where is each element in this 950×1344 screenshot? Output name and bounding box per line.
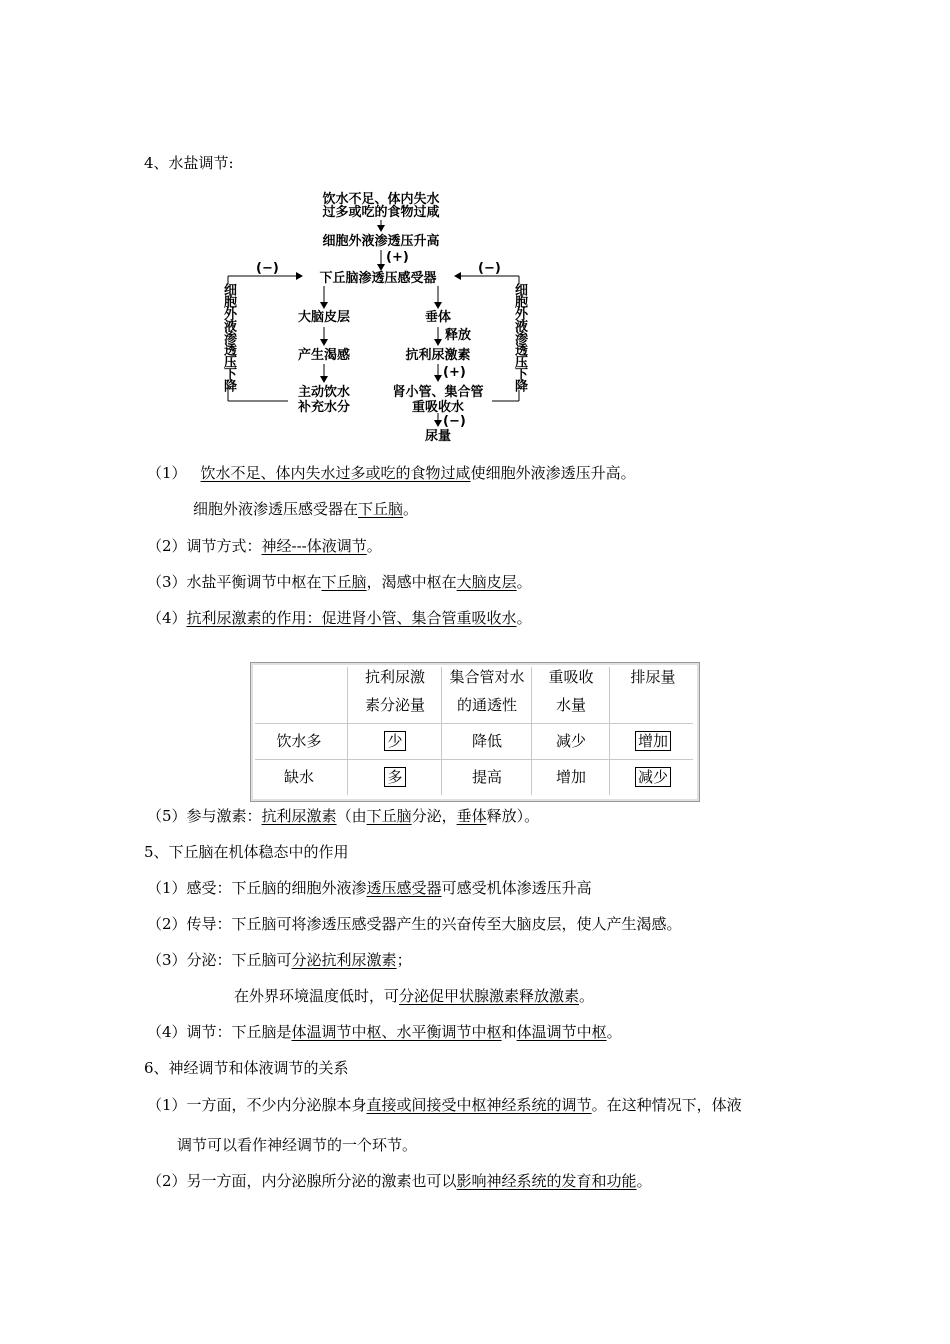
s4-p3-text: （3）水盐平衡调节中枢在 <box>147 573 322 591</box>
table-header-1-line-1: 抗利尿激 <box>364 668 425 686</box>
section-5-heading: 5、下丘脑在机体稳态中的作用 <box>144 843 349 861</box>
s5-paragraph-2: （2）传导：下丘脑可将渗透压感受器产生的兴奋传至大脑皮层，使人产生渴感。 <box>147 915 682 933</box>
s4-p5-underlined-3: 垂体 <box>456 807 487 825</box>
s4-p4-end: 。 <box>516 609 532 627</box>
diagram-top-line2: 过多或吃的食物过咸 <box>322 205 440 220</box>
s5-p4-text: （4）调节：下丘脑是 <box>147 1023 292 1041</box>
table-header-2-line-1: 集合管对水 <box>449 668 525 686</box>
table-row-2-c4 <box>610 763 696 791</box>
diagram-urine-volume: 尿量 <box>424 429 452 444</box>
s4-p2-end: 。 <box>366 537 382 555</box>
s5-p1-end: 可感受机体渗透压升高 <box>441 879 592 897</box>
table-header-2-line-2: 的通透性 <box>456 696 517 714</box>
diagram-tubule-line1: 肾小管、集合管 <box>392 385 484 400</box>
diagram-left-feedback: 细胞外液渗透压下降 <box>221 283 236 391</box>
s4-paragraph-1 <box>147 462 636 483</box>
table-row-1-label: 饮水多 <box>276 732 322 750</box>
table-header-2 <box>442 663 532 719</box>
table-header-3-line-2: 水量 <box>555 696 586 714</box>
table-row-1-c4 <box>610 727 696 755</box>
diagram-minus-right: (−) <box>478 261 501 276</box>
diagram-tubule-line2: 重吸收水 <box>411 400 465 415</box>
table-header-3-line-1: 重吸收 <box>548 668 594 686</box>
table-header-4 <box>610 663 696 691</box>
table-row-1-c3: 减少 <box>555 732 586 750</box>
s5-p1-underlined: 透压感受器 <box>366 879 442 897</box>
diagram-thirst: 产生渴感 <box>297 348 351 363</box>
s4-p5-mid-1: （由 <box>336 807 367 825</box>
s4-p5-underlined-1: 抗利尿激素 <box>261 807 337 825</box>
table-row-1-c2: 降低 <box>471 732 502 750</box>
s5-p3b-text: 在外界环境温度低时，可 <box>234 987 400 1005</box>
diagram-osmotic-rise: 细胞外液渗透压升高 <box>322 234 440 249</box>
table-row-2-c1-value: 多 <box>384 767 405 787</box>
section-6-heading: 6、神经调节和体液调节的关系 <box>144 1059 349 1077</box>
s5-p3-underlined: 分泌抗利尿激素 <box>291 951 397 969</box>
s6-paragraph-2 <box>147 1170 652 1191</box>
s4-p5-mid-2: 分泌， <box>411 807 457 825</box>
diagram-top-line1: 饮水不足、体内失水 <box>322 192 440 207</box>
s4-p3-mid: ，渴感中枢在 <box>366 573 457 591</box>
table-header-4-line-1: 排尿量 <box>630 668 676 686</box>
table-header-1 <box>349 663 441 719</box>
s4-p2-text: （2）调节方式： <box>147 537 262 555</box>
s4-p1b-text: 细胞外液渗透压感受器在 <box>193 500 359 518</box>
table-row-1-c1-value: 少 <box>384 731 405 751</box>
diagram-drink-line1: 主动饮水 <box>297 385 351 400</box>
s5-paragraph-3b <box>234 985 594 1006</box>
s5-p4-underlined-2: 体温调节中枢 <box>516 1023 607 1041</box>
table-row-2-c1 <box>349 763 441 791</box>
s5-p3b-end: 。 <box>579 987 595 1005</box>
s4-p1-rest: 使细胞外液渗透压升高。 <box>470 464 636 482</box>
s6-p1-end: 。在这种情况下，体液 <box>591 1096 742 1114</box>
s4-paragraph-2 <box>147 535 382 556</box>
s4-paragraph-3 <box>147 571 532 592</box>
diagram-minus-3: (−) <box>443 414 466 429</box>
s4-p3-underlined-2: 大脑皮层 <box>456 573 517 591</box>
s6-paragraph-1b: 调节可以看作神经调节的一个环节。 <box>177 1136 418 1154</box>
s4-p1-num: （1） <box>147 464 187 482</box>
s4-p3-end: 。 <box>516 573 532 591</box>
adh-comparison-table <box>250 662 700 802</box>
table-header-3 <box>532 663 610 719</box>
diagram-adh: 抗利尿激素 <box>405 348 471 363</box>
s5-p4-end: 。 <box>606 1023 622 1041</box>
diagram-cerebral-cortex: 大脑皮层 <box>297 310 351 325</box>
diagram-pituitary: 垂体 <box>424 310 452 325</box>
s4-p5-text: （5）参与激素： <box>147 807 262 825</box>
table-header-1-line-2: 素分泌量 <box>364 696 425 714</box>
s4-p1-underlined: 饮水不足、体内失水过多或吃的食物过咸 <box>200 464 471 482</box>
s5-paragraph-1 <box>147 877 592 898</box>
s4-p5-underlined-2: 下丘脑 <box>366 807 412 825</box>
diagram-right-feedback: 细胞外液渗透压下降 <box>512 283 527 391</box>
table-row-2-c3: 增加 <box>555 768 586 786</box>
table-row-2-c4-value: 减少 <box>635 767 671 787</box>
table-row-1-c1 <box>349 727 441 755</box>
diagram-plus-2: (+) <box>443 365 466 380</box>
diagram-hypothalamus-receptor: 下丘脑渗透压感受器 <box>319 271 437 286</box>
s4-paragraph-5 <box>147 805 539 826</box>
table-row-1-c4-value: 增加 <box>635 731 671 751</box>
s6-p2-end: 。 <box>636 1172 652 1190</box>
s4-p4-text: （4） <box>147 609 187 627</box>
s4-p5-end: 释放）。 <box>486 807 540 825</box>
s5-p4-underlined-1: 体温调节中枢、水平衡调节中枢 <box>291 1023 502 1041</box>
diagram-drink-line2: 补充水分 <box>297 400 351 415</box>
s5-p3-text: （3）分泌：下丘脑可 <box>147 951 292 969</box>
table-row-2-label: 缺水 <box>283 768 314 786</box>
s5-p3b-underlined: 分泌促甲状腺激素释放激素 <box>399 987 580 1005</box>
s4-p3-underlined-1: 下丘脑 <box>321 573 367 591</box>
section-4-heading: 4、水盐调节: <box>144 154 234 172</box>
s4-p1b-underlined: 下丘脑 <box>358 500 404 518</box>
s4-p4-underlined: 抗利尿激素的作用：促进肾小管、集合管重吸收水 <box>186 609 517 627</box>
s5-p4-mid: 和 <box>501 1023 517 1041</box>
s5-paragraph-3 <box>147 949 412 970</box>
s6-p1-text: （1）一方面，不少内分泌腺本身 <box>147 1096 367 1114</box>
s6-p2-underlined: 影响神经系统的发育和功能 <box>456 1172 637 1190</box>
diagram-plus-1: (+) <box>386 250 409 265</box>
s6-paragraph-1 <box>147 1094 742 1115</box>
diagram-minus-left: (−) <box>256 261 279 276</box>
s5-p1-text: （1）感受：下丘脑的细胞外液渗 <box>147 879 367 897</box>
s5-p3-end: ； <box>396 951 412 969</box>
table-row-2-c2: 提高 <box>471 768 502 786</box>
s4-paragraph-4 <box>147 607 532 628</box>
s4-p2-underlined: 神经---体液调节 <box>261 537 367 555</box>
s6-p1-underlined: 直接或间接受中枢神经系统的调节 <box>366 1096 592 1114</box>
water-salt-regulation-diagram <box>0 0 950 460</box>
s5-paragraph-4 <box>147 1021 622 1042</box>
s6-p2-text: （2）另一方面，内分泌腺所分泌的激素也可以 <box>147 1172 457 1190</box>
s4-paragraph-1b <box>193 498 418 519</box>
diagram-release: 释放 <box>445 328 472 343</box>
s4-p1b-end: 。 <box>403 500 419 518</box>
